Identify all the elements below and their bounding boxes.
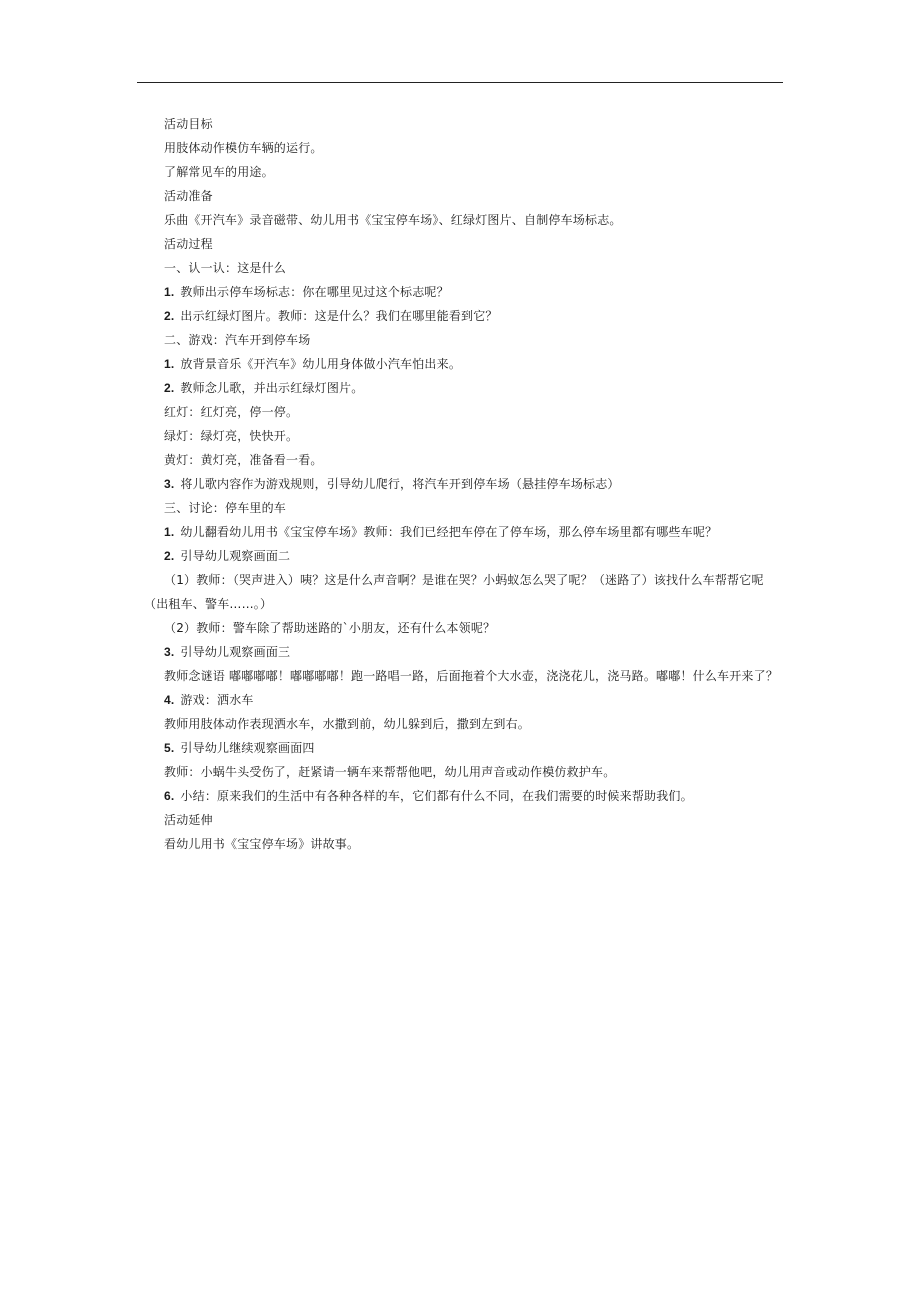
line-after-2: 4. 游戏：洒水车 <box>164 693 254 707</box>
paragraph-question-1-line-1: （1）教师：（哭声进入）咦？这是什么声音啊？是谁在哭？小蚂蚁怎么哭了呢？（迷路了）该找什么车帮帮它呢 <box>164 573 764 587</box>
line-12: 红灯：红灯亮，停一停。 <box>164 405 299 419</box>
line-5: 活动过程 <box>164 237 213 251</box>
line-15: 3. 将儿歌内容作为游戏规则，引导幼儿爬行，将汽车开到停车场（悬挂停车场标志） <box>164 477 620 491</box>
line-18: 2. 引导幼儿观察画面二 <box>164 549 291 563</box>
document-body <box>144 112 784 856</box>
line-after-3: 教师用肢体动作表现洒水车，水撒到前，幼儿躲到后，撒到左到右。 <box>164 717 531 731</box>
line-10: 1. 放背景音乐《开汽车》幼儿用身体做小汽车怕出来。 <box>164 357 462 371</box>
line-14: 黄灯：黄灯亮，准备看一看。 <box>164 453 323 467</box>
paragraph-question-1-line-2: （出租车、警车……。） <box>144 597 273 611</box>
paragraph-question-1 <box>144 568 784 616</box>
line-after-4: 5. 引导幼儿继续观察画面四 <box>164 741 315 755</box>
line-after-8: 看幼儿用书《宝宝停车场》讲故事。 <box>164 837 360 851</box>
line-after-7: 活动延伸 <box>164 813 213 827</box>
line-3: 活动准备 <box>164 189 213 203</box>
line-17: 1. 幼儿翻看幼儿用书《宝宝停车场》教师：我们已经把车停在了停车场，那么停车场里都有哪些车呢？ <box>164 525 718 539</box>
line-after-6: 6. 小结：原来我们的生活中有各种各样的车，它们都有什么不同，在我们需要的时候来帮助我们。 <box>164 789 693 803</box>
header-rule <box>137 82 783 83</box>
line-after-1: 教师念谜语 嘟嘟嘟嘟！嘟嘟嘟嘟！跑一路唱一路，后面拖着个大水壶，浇浇花儿，浇马路。嘟嘟！什么车开来了？ <box>164 669 779 683</box>
line-1: 用肢体动作模仿车辆的运行。 <box>164 141 323 155</box>
line-13: 绿灯：绿灯亮，快快开。 <box>164 429 299 443</box>
line-11: 2. 教师念儿歌，并出示红绿灯图片。 <box>164 381 364 395</box>
line-after-0: 3. 引导幼儿观察画面三 <box>164 645 291 659</box>
line-6: 一、认一认：这是什么 <box>164 261 287 275</box>
line-0: 活动目标 <box>164 117 213 131</box>
line-9: 二、游戏：汽车开到停车场 <box>164 333 311 347</box>
paragraph-question-2: （2）教师：警车除了帮助迷路的`小朋友，还有什么本领呢？ <box>164 621 496 635</box>
line-4: 乐曲《开汽车》录音磁带、幼儿用书《宝宝停车场》、红绿灯图片、自制停车场标志。 <box>164 213 622 227</box>
line-7: 1. 教师出示停车场标志：你在哪里见过这个标志呢？ <box>164 285 449 299</box>
line-after-5: 教师：小蜗牛头受伤了，赶紧请一辆车来帮帮他吧，幼儿用声音或动作模仿救护车。 <box>164 765 616 779</box>
line-8: 2. 出示红绿灯图片。教师：这是什么？我们在哪里能看到它？ <box>164 309 498 323</box>
line-2: 了解常见车的用途。 <box>164 165 274 179</box>
line-16: 三、讨论：停车里的车 <box>164 501 287 515</box>
